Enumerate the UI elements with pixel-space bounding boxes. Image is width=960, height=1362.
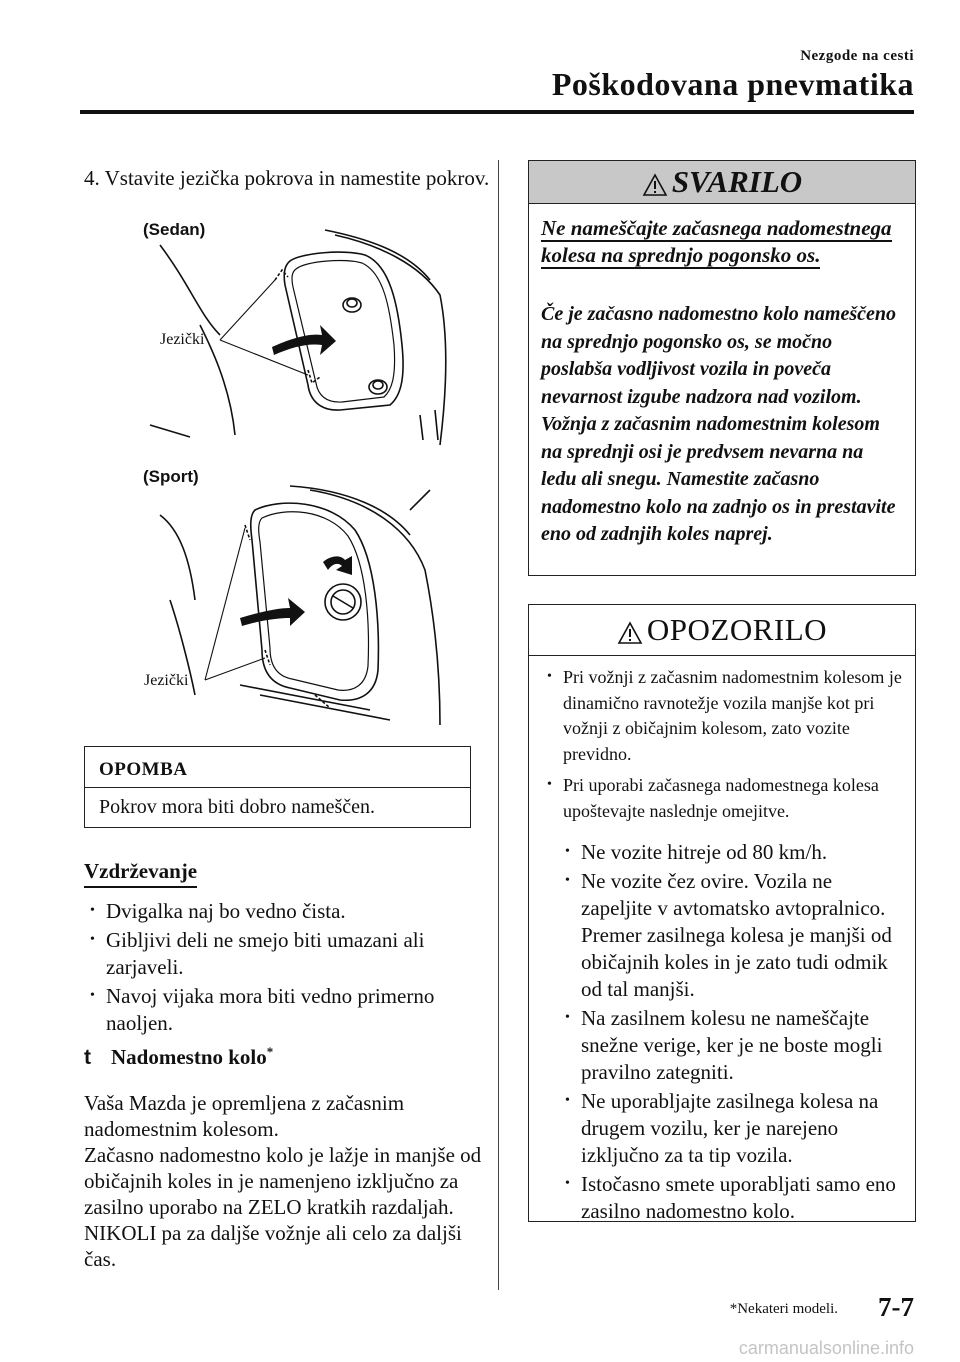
note-box bbox=[84, 746, 471, 828]
caution-sublist bbox=[559, 839, 907, 1227]
caution-header bbox=[529, 605, 915, 656]
list-item: • Istočasno smete uporabljati samo eno zasilno nadomestno kolo. bbox=[559, 1171, 907, 1225]
sport-label: (Sport) bbox=[143, 467, 199, 486]
column-divider bbox=[498, 160, 499, 1290]
header-rule bbox=[80, 110, 914, 114]
sport-illustration bbox=[140, 480, 460, 730]
warning-subtitle bbox=[541, 215, 901, 269]
page-number: 7-7 bbox=[878, 1292, 914, 1322]
list-item: • Na zasilnem kolesu ne nameščajte snežne verige, ker je ne boste mogli pravilno zategniti. bbox=[559, 1005, 907, 1086]
footnote: *Nekateri modeli. bbox=[729, 1301, 838, 1317]
warning-title: SVARILO bbox=[671, 164, 803, 199]
spare-heading bbox=[84, 1044, 273, 1070]
section-title: Nezgode na cesti bbox=[800, 48, 914, 64]
warning-box bbox=[528, 160, 916, 576]
caution-title: OPOZORILO bbox=[646, 612, 828, 647]
sedan-label: (Sedan) bbox=[143, 220, 206, 239]
note-text: Pokrov mora biti dobro nameščen. bbox=[99, 796, 376, 818]
warning-triangle-icon bbox=[642, 173, 668, 197]
asterisk: * bbox=[266, 1044, 274, 1059]
spare-body bbox=[84, 1090, 484, 1272]
watermark: carmanualsonline.info bbox=[738, 1338, 914, 1358]
caution-list bbox=[541, 665, 906, 826]
note-title: OPOMBA bbox=[99, 759, 188, 780]
list-item: • Ne vozite čez ovire. Vozila ne zapeljite v avtomatsko avtopralnico. Premer zasilnega kolesa je manjši od običajnih koles in je zato tudi odmik od tal manjši. bbox=[559, 868, 907, 1003]
list-item: • Pri uporabi začasnega nadomestnega kolesa upoštevajte naslednje omejitve. bbox=[541, 773, 906, 824]
list-item: • Pri vožnji z začasnim nadomestnim kolesom je dinamično ravnotežje vozila manjše kot pri vožnji z običajnim kolesom, zato vozite previdno. bbox=[541, 665, 906, 767]
list-item: • Ne uporabljajte zasilnega kolesa na drugem vozilu, ker je narejeno izključno za ta tip vozila. bbox=[559, 1088, 907, 1169]
list-item: • Ne vozite hitreje od 80 km/h. bbox=[559, 839, 907, 866]
spare-heading-text: Nadomestno kolo bbox=[111, 1045, 267, 1069]
page-title: Poškodovana pnevmatika bbox=[551, 66, 914, 102]
maintenance-heading: Vzdrževanje bbox=[84, 859, 197, 888]
sport-callout: Jezički bbox=[144, 672, 189, 689]
list-item: • Dvigalka naj bo vedno čista. bbox=[84, 898, 484, 925]
caution-box bbox=[528, 604, 916, 1222]
section-marker: t bbox=[84, 1046, 91, 1069]
list-item: • Navoj vijaka mora biti vedno primerno naoljen. bbox=[84, 983, 484, 1037]
maintenance-list bbox=[84, 898, 484, 1039]
list-item: • Gibljivi deli ne smejo biti umazani ali zarjaveli. bbox=[84, 927, 484, 981]
warning-header bbox=[529, 161, 915, 204]
spare-paragraph-2: Začasno nadomestno kolo je lažje in manjše od običajnih koles in je namenjeno izključno za zasilno uporabo na ZELO kratkih razdaljah. NIKOLI pa za daljše vožnje ali celo za daljši čas. bbox=[84, 1143, 482, 1271]
spare-paragraph-1: Vaša Mazda je opremljena z začasnim nadomestnim kolesom. bbox=[84, 1091, 405, 1141]
warning-body: Če je začasno nadomestno kolo nameščeno na sprednjo pogonsko os, se močno poslabša vodljivost vozila in poveča nevarnost izgube nadzora nad vozilom. Vožnja z začasnim nadomestnim kolesom na sprednji osi je predvsem nevarna na ledu ali snegu. Namestite začasno nadomestno kolo na zadnjo os in prestavite eno od zadnjih koles naprej. bbox=[541, 303, 897, 545]
warning-triangle-icon bbox=[617, 621, 643, 645]
step-4-text: 4. Vstavite jezička pokrova in namestite pokrov. bbox=[84, 166, 490, 190]
note-separator bbox=[85, 787, 470, 788]
sedan-callout: Jezički bbox=[160, 331, 205, 348]
warning-subtitle-text: Ne nameščajte začasnega nadomestnega kolesa na sprednjo pogonsko os. bbox=[541, 216, 892, 267]
